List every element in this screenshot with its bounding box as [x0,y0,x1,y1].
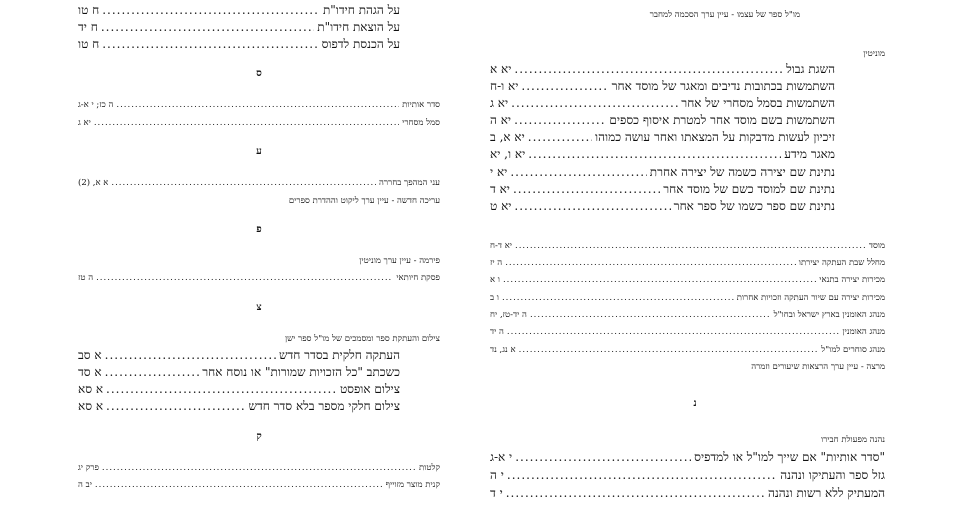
list-item: מנהג סוחרים למו"ל ..... א נג, נד [490,344,885,355]
list-item: קלטות ..... פרק יג [78,462,440,473]
list-item: על הכנסת לדפוס ..... ח טו [78,37,400,52]
top-note: מו"ל ספר של עצמו - עיין ערך הסכמה למחבר [649,10,800,20]
list-item: העתקה חלקית בסדר חדש ..... א סב [78,348,400,363]
list-item: על הגהת חידו"ת ..... ח טו [78,3,400,18]
list-item: נתינת שם יצירה כשמה של יצירה אחרת ..... יא י [490,165,835,180]
mirtza-note: מרצה - עיין ערך הרצאות שיעורים וזמרה [751,362,885,372]
list-item: סמל מסחרי ..... יא ג [78,117,440,128]
list-item: השגת גבול ..... יא א [490,62,835,77]
moniting-label: מוניטין [863,49,885,59]
list-item: זיכיון לעשות מדבקות על המצאתו ואחר עושה כמוהו ..... יא א, ב [490,130,835,145]
list-item: סדר אותיות ..... ה כז; י א-ג [78,99,440,110]
section-heading-pe: פ [256,224,262,235]
list-item: פסקת חיותאי ..... ה טז [78,272,440,283]
list-item: מנהג האומנין בארץ ישראל ובחו"ל ..... ה יד-טז, יח [490,309,885,320]
list-item: צילום אופסט ..... א סא [78,382,400,397]
list-item: מכירות יצירה עם שיור העתקה וזכויות אחרות ..... ו ב [490,292,885,303]
list-item: מוסד ..... יא ד-ח [490,240,885,251]
list-item: נתינת שם למוסד כשם של מוסד אחר ..... יא ד [490,182,835,197]
list-item: השתמשות בכתובות נדיבים ומאגר של מוסד אחר ..... יא ו-ח [490,79,835,94]
list-item: צילום חלקי מספר בלא סדר חדש ..... א סא [78,399,400,414]
section-heading-ayin: ע [256,146,262,157]
list-item: מנהג האומנין ..... ה יד [490,326,885,337]
list-item: עני המהפך בחררה ..... א א, (2) [78,177,440,188]
tsadi-label: צילום והעתקת ספר ומסמכים של מו"ל ספר ישן [284,334,440,344]
section-heading-nun: נ [693,398,697,409]
list-item: השתמשות בשם מוסד אחר למטרת איסוף כספים ..... יא ה [490,113,835,128]
pe-note: פירמה - עיין ערך מוניטין [359,256,440,266]
section-heading-kuf: ק [256,431,262,442]
list-item: מכירות יצירה בתנאי ..... ו א [490,274,885,285]
list-item: "סדר אותיות" אם שייך למו"ל או למדפיס ..... י א-ג [490,450,885,465]
ayin-note: עריכה חדשה - עיין ערך ליקוט וההדרת ספרים [288,196,440,206]
list-item: השתמשות בסמל מסחרי של אחר ..... יא ג [490,96,835,111]
section-heading-samech: ס [256,68,262,79]
list-item: המעתיק ללא רשות ונהנה ..... י ד [490,486,885,501]
list-item: נתינת שם ספר כשמו של ספר אחר ..... יא ט [490,199,835,214]
list-item: קנית מוצר מזוייף ..... יב ה [78,479,440,490]
list-item: מחלל שבת העתקה יצירתו ..... ה יז [490,257,885,268]
list-item: על הוצאת חידו"ת ..... ח יד [78,20,400,35]
list-item: מאגר מידע ..... יא ו, יא [490,147,835,162]
section-heading-tsadi: צ [256,302,262,313]
nun-label: נהנה מפעולת חבירו [820,435,885,445]
list-item: גזל ספר והעתיקו ונהנה ..... י ה [490,468,885,483]
list-item: כשכתב "כל הזכויות שמורות" או נוסח אחר ..... א סד [78,365,400,380]
